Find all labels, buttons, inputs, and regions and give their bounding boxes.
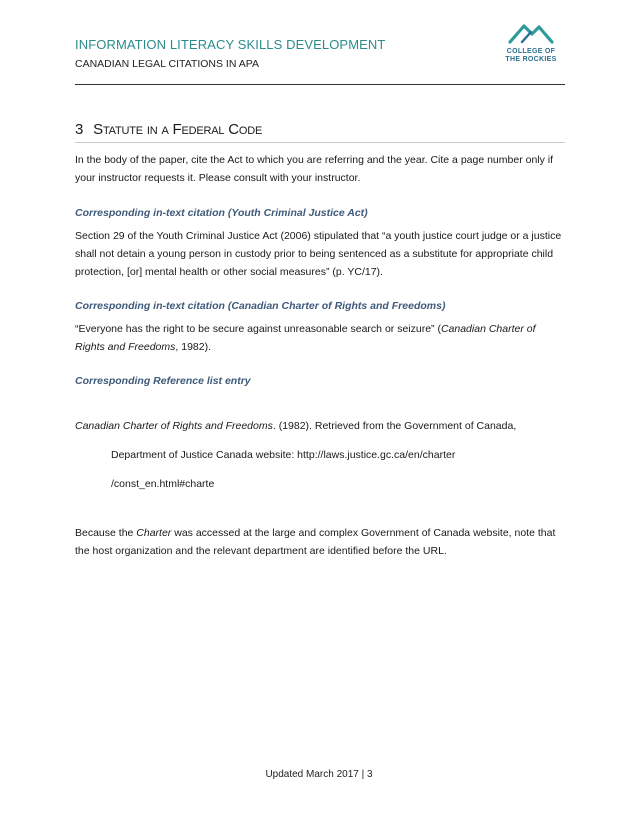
reference-line-1-rest: . (1982). Retrieved from the Government of Canada,	[272, 420, 517, 432]
closing-paragraph	[75, 524, 565, 560]
mountain-logo-icon	[506, 18, 556, 46]
closing-after: was accessed at the large and complex Government of Canada website, note that the host organization and the relevant department are identified before the URL.	[75, 527, 556, 557]
section-heading	[75, 121, 262, 138]
reference-title: Canadian Charter of Rights and Freedoms	[75, 420, 273, 432]
closing-before: Because the	[75, 527, 137, 539]
section-number: 3	[75, 121, 84, 138]
youth-heading: Corresponding in-text citation (Youth Criminal Justice Act)	[75, 207, 368, 219]
section-divider	[75, 142, 565, 143]
reference-line-1	[75, 417, 565, 435]
charter-intext-heading: Corresponding in-text citation (Canadian Charter of Rights and Freedoms)	[75, 300, 446, 312]
charter-tail: , 1982).	[175, 341, 211, 353]
header-subtitle: CANADIAN LEGAL CITATIONS IN APA	[75, 58, 259, 70]
reference-heading: Corresponding Reference list entry	[75, 375, 251, 387]
closing-charter: Charter	[136, 527, 172, 539]
college-logo	[496, 18, 566, 70]
charter-intext-paragraph	[75, 320, 565, 356]
section-title: Statute in a Federal Code	[93, 121, 263, 138]
reference-line-2: Department of Justice Canada website: http://laws.justice.gc.ca/en/charter	[111, 449, 456, 461]
logo-line-1: COLLEGE OF	[506, 48, 556, 55]
logo-text	[496, 48, 566, 64]
reference-line-3: /const_en.html#charte	[111, 478, 215, 490]
intro-paragraph: In the body of the paper, cite the Act to which you are referring and the year. Cite a page number only if your instructor requests it. Please consult with your instructor.	[75, 154, 554, 184]
logo-line-2: THE ROCKIES	[505, 56, 557, 63]
charter-title: Canadian Charter of Rights and Freedoms	[75, 323, 536, 353]
youth-paragraph: Section 29 of the Youth Criminal Justice Act (2006) stipulated that “a youth justice court judge or a justice shall not detain a young person in custody prior to being sentenced as a substitute for appropriate child protection, [or] mental health or other social measures” (p. YC/17).	[75, 230, 562, 278]
header-divider	[75, 84, 565, 85]
header-title: INFORMATION LITERACY SKILLS DEVELOPMENT	[75, 37, 386, 52]
page-footer: Updated March 2017 | 3	[265, 769, 373, 780]
charter-quote: “Everyone has the right to be secure against unreasonable search or seizure” (	[75, 323, 441, 335]
